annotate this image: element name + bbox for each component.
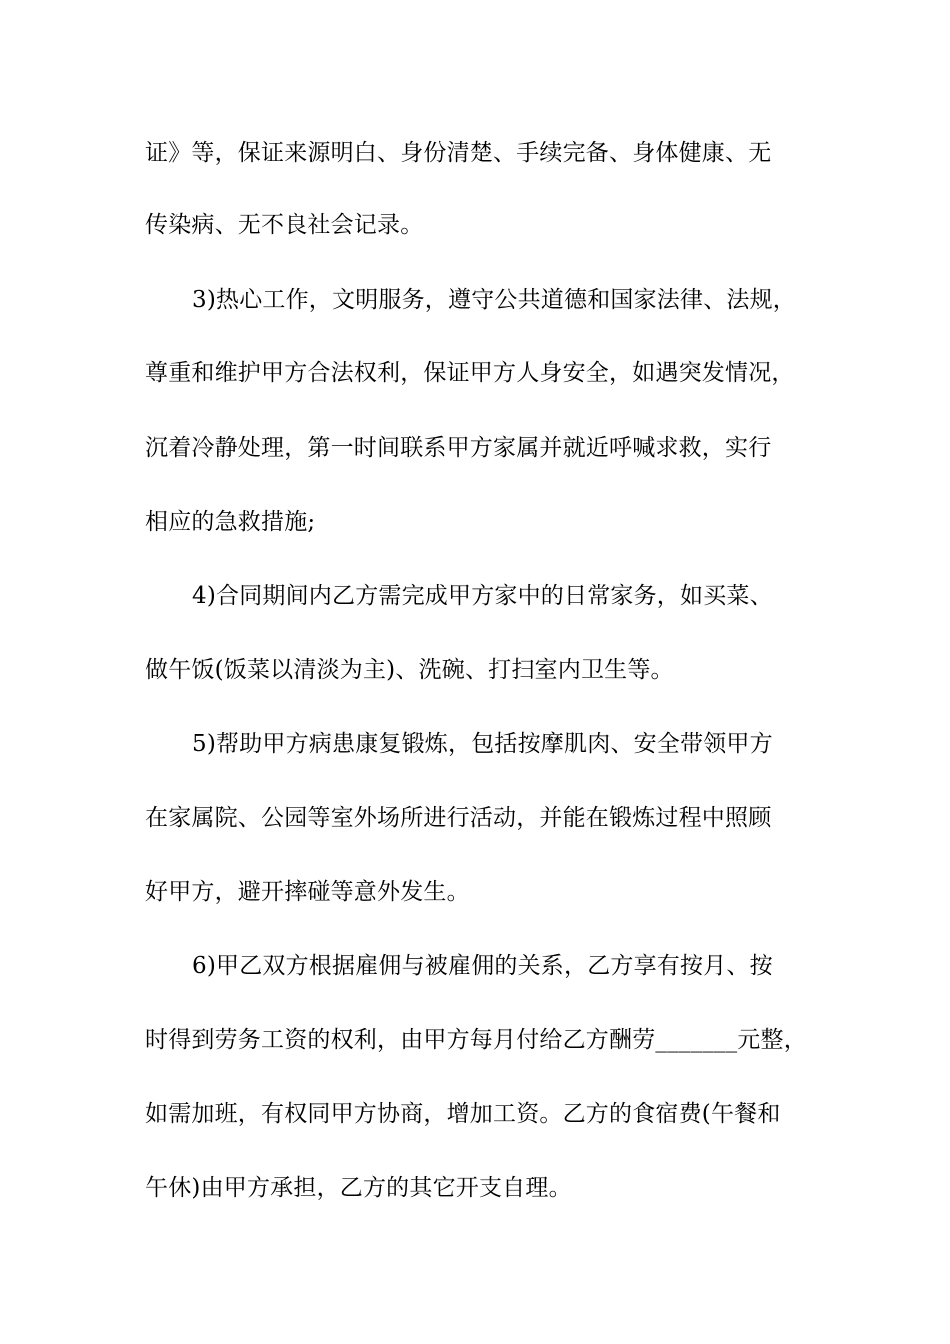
text-line-2: 传染病、无不良社会记录。 <box>145 212 424 238</box>
paragraph-3-line-3: 沉着冷静处理，第一时间联系甲方家属并就近呼喊求救，实行 <box>145 435 772 461</box>
paragraph-6-line-2: 时得到劳务工资的权利，由甲方每月付给乙方酬劳_______元整， <box>145 1027 807 1053</box>
paragraph-6-line-1: 6)甲乙双方根据雇佣与被雇佣的关系，乙方享有按月、按 <box>192 953 773 979</box>
paragraph-6-line-3: 如需加班，有权同甲方协商，增加工资。乙方的食宿费(午餐和 <box>145 1101 781 1127</box>
paragraph-5-line-2: 在家属院、公园等室外场所进行活动，并能在锻炼过程中照顾 <box>145 805 772 831</box>
paragraph-3-line-4: 相应的急救措施; <box>145 509 316 535</box>
paragraph-5-line-1: 5)帮助甲方病患康复锻炼，包括按摩肌肉、安全带领甲方 <box>192 731 773 757</box>
paragraph-6-line-4: 午休)由甲方承担，乙方的其它开支自理。 <box>145 1175 572 1201</box>
paragraph-4-line-2: 做午饭(饭菜以清淡为主)、洗碗、打扫室内卫生等。 <box>145 657 674 683</box>
paragraph-5-line-3: 好甲方，避开摔碰等意外发生。 <box>145 879 470 905</box>
paragraph-3-line-2: 尊重和维护甲方合法权利，保证甲方人身安全，如遇突发情况， <box>145 360 795 386</box>
paragraph-4-line-1: 4)合同期间内乙方需完成甲方家中的日常家务，如买菜、 <box>192 583 773 609</box>
paragraph-3-line-1: 3)热心工作，文明服务，遵守公共道德和国家法律、法规， <box>192 287 797 313</box>
text-line-1: 证》等，保证来源明白、身份清楚、手续完备、身体健康、无 <box>145 140 772 166</box>
